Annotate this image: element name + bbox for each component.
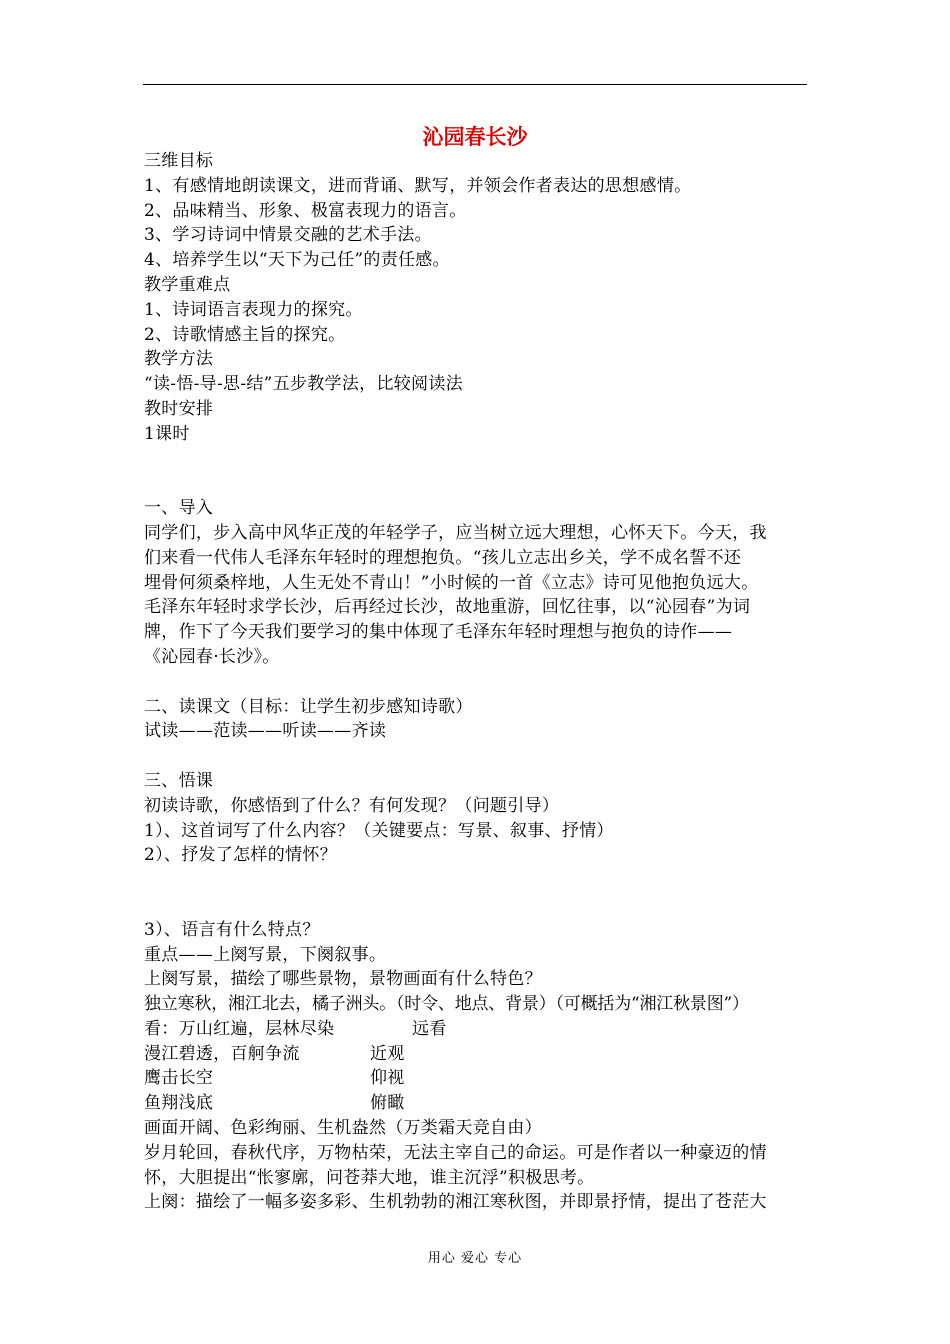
- section-3-heading: 三、悟课: [144, 770, 214, 791]
- section-3-line: 重点——上阕写景，下阕叙事。: [144, 944, 387, 965]
- section-2-line: 试读——范读——听读——齐读: [144, 721, 387, 742]
- objective-4: 4、培养学生以“天下为己任”的责任感。: [144, 250, 450, 271]
- scene-text: 漫江碧透，百舸争流: [144, 1043, 300, 1064]
- scene-row: [144, 1017, 808, 1042]
- section-3-line: 上阕：描绘了一幅多姿多彩、生机勃勃的湘江寒秋图，并即景抒情，提出了苍茫大: [144, 1192, 767, 1213]
- scene-view: 近观: [370, 1043, 405, 1064]
- section-3-line: 怀，大胆提出“怅寥廓，问苍莽大地，谁主沉浮”积极思考。: [144, 1167, 595, 1188]
- section-3-line: 上阕写景，描绘了哪些景物，景物画面有什么特色？: [144, 969, 542, 990]
- scene-view: 俯瞰: [370, 1093, 405, 1114]
- scene-row: [144, 1091, 808, 1116]
- objective-3: 3、学习诗词中情景交融的艺术手法。: [144, 225, 432, 246]
- document-body: [144, 149, 808, 1215]
- scene-text: 鹰击长空: [144, 1068, 214, 1089]
- section-1-para-line: 埋骨何须桑梓地，人生无处不青山！”小时候的一首《立志》诗可见他抱负远大。: [144, 572, 759, 593]
- scene-view: 远看: [412, 1018, 447, 1039]
- page-footer: 用心 爱心 专心: [427, 1251, 523, 1266]
- spacer: [144, 447, 808, 497]
- key-point-2: 2、诗歌情感主旨的探究。: [144, 324, 346, 345]
- scene-text: 看：万山红遍，层林尽染: [144, 1018, 335, 1039]
- objective-2: 2、品味精当、形象、极富表现力的语言。: [144, 200, 467, 221]
- section-1-para-line: 《沁园春·长沙》。: [144, 646, 280, 667]
- section-3-line: 1）、这首词写了什么内容？（关键要点：写景、叙事、抒情）: [144, 820, 614, 841]
- heading-schedule: 教时安排: [144, 398, 214, 419]
- header-rule: [143, 84, 807, 85]
- section-1-para-line: 牌，作下了今天我们要学习的集中体现了毛泽东年轻时理想与抱负的诗作——: [144, 622, 733, 643]
- section-3-line: 初读诗歌，你感悟到了什么？有何发现？（问题引导）: [144, 795, 560, 816]
- spacer: [144, 744, 808, 769]
- section-3-line: 3）、语言有什么特点？: [144, 919, 320, 940]
- heading-objectives: 三维目标: [144, 151, 214, 171]
- section-3-line: 独立寒秋，湘江北去，橘子洲头。（时令、地点、背景）（可概括为“湘江秋景图”）: [144, 994, 749, 1015]
- section-1-para-line: 毛泽东年轻时求学长沙，后再经过长沙，故地重游，回忆往事，以“沁园春”为词: [144, 597, 751, 618]
- scene-row: [144, 1066, 808, 1091]
- scene-row: [144, 1042, 808, 1067]
- scene-view: 仰视: [370, 1068, 405, 1089]
- heading-method: 教学方法: [144, 349, 214, 370]
- method-text: “读-悟-导-思-结”五步教学法，比较阅读法: [144, 374, 463, 395]
- spacer: [144, 670, 808, 695]
- schedule-text: 1课时: [144, 423, 190, 444]
- document-title: 沁园春长沙: [422, 124, 528, 149]
- section-3-line: 2）、抒发了怎样的情怀？: [144, 845, 337, 866]
- heading-key-points: 教学重难点: [144, 274, 231, 295]
- section-3-line: 画面开阔、色彩绚丽、生机盎然（万类霜天竞自由）: [144, 1118, 542, 1139]
- key-point-1: 1、诗词语言表现力的探究。: [144, 299, 363, 320]
- section-3-line: 岁月轮回，春秋代序，万物枯荣，无法主宰自己的命运。可是作者以一种豪迈的情: [144, 1142, 767, 1163]
- section-2-heading: 二、读课文（目标：让学生初步感知诗歌）: [144, 696, 473, 717]
- spacer: [144, 868, 808, 918]
- objective-1: 1、有感情地朗读课文，进而背诵、默写，并领会作者表达的思想感情。: [144, 175, 692, 196]
- section-1-para-line: 同学们，步入高中风华正茂的年轻学子，应当树立远大理想，心怀天下。今天，我: [144, 522, 767, 543]
- section-1-para-line: 们来看一代伟人毛泽东年轻时的理想抱负。“孩儿立志出乡关，学不成名誓不还: [144, 547, 742, 568]
- scene-text: 鱼翔浅底: [144, 1093, 214, 1114]
- section-1-heading: 一、导入: [144, 498, 214, 519]
